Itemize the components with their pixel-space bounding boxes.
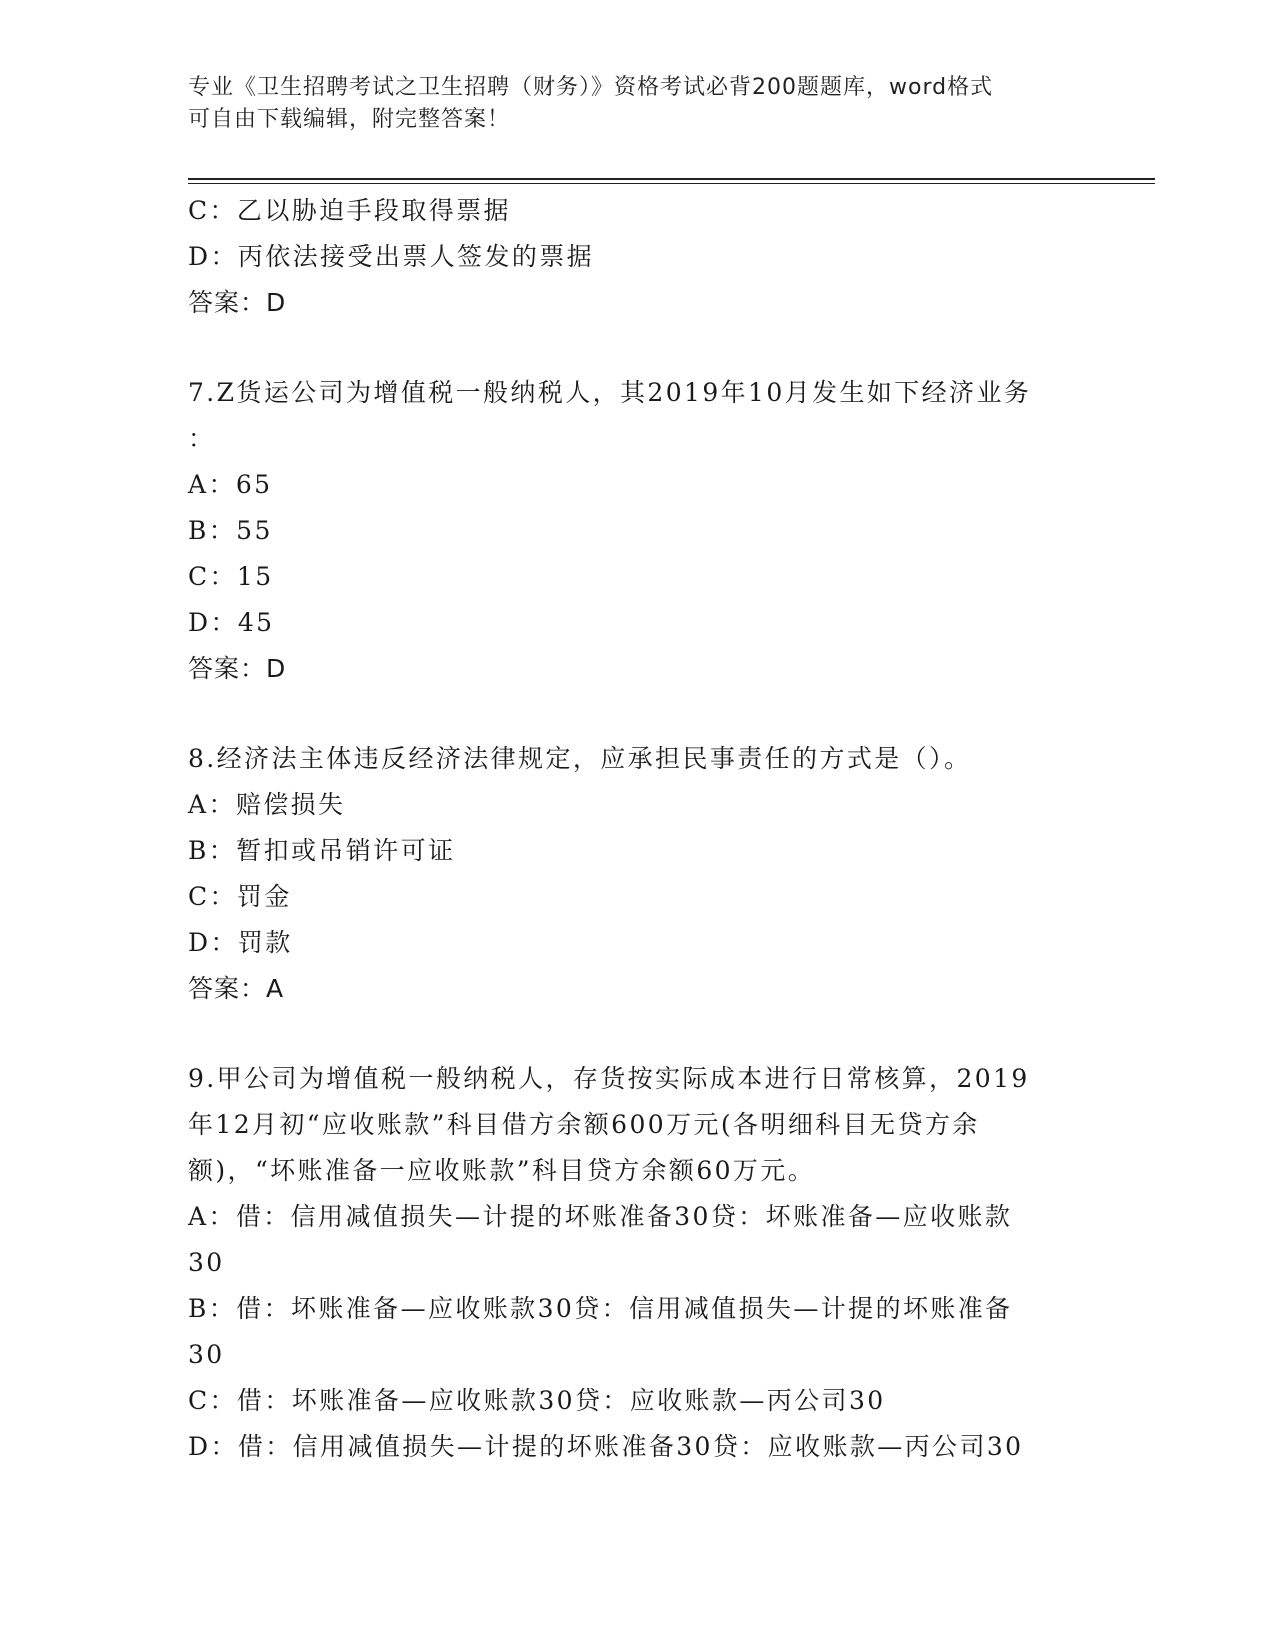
option-a: A：借：信用减值损失—计提的坏账准备30贷：坏账准备—应收账款 xyxy=(188,1202,1013,1231)
spacer xyxy=(188,1012,1088,1056)
option-c: C：罚金 xyxy=(188,882,292,911)
answer-line: 答案：A xyxy=(188,974,285,1003)
option-b-continued: 30 xyxy=(188,1340,225,1369)
header-divider-thick xyxy=(188,178,1155,180)
option-a: A：65 xyxy=(188,470,273,499)
question-stem: 7.Z货运公司为增值税一般纳税人，其2019年10月发生如下经济业务 xyxy=(188,378,1032,407)
header-line-1: 专业《卫生招聘考试之卫生招聘（财务）》资格考试必背200题题库，word格式 xyxy=(188,75,994,100)
answer-line: 答案：D xyxy=(188,288,287,317)
header-line-2: 可自由下载编辑，附完整答案！ xyxy=(188,107,511,132)
document-header xyxy=(188,72,1088,136)
option-b: B：暂扣或吊销许可证 xyxy=(188,836,456,865)
question-stem: 8.经济法主体违反经济法律规定，应承担民事责任的方式是（）。 xyxy=(188,744,972,773)
option-a: A：赔偿损失 xyxy=(188,790,346,819)
option-a-continued: 30 xyxy=(188,1248,225,1277)
header-divider-thin xyxy=(188,183,1155,184)
spacer xyxy=(188,692,1088,736)
answer-line: 答案：D xyxy=(188,654,287,683)
previous-question-block xyxy=(188,188,1088,326)
option-c: C：15 xyxy=(188,562,274,591)
option-c: C：乙以胁迫手段取得票据 xyxy=(188,196,511,225)
option-d: D：丙依法接受出票人签发的票据 xyxy=(188,242,595,271)
question-stem-continued: 年12月初“应收账款”科目借方余额600万元(各明细科目无贷方余 xyxy=(188,1110,980,1139)
question-stem: 9.甲公司为增值税一般纳税人，存货按实际成本进行日常核算，2019 xyxy=(188,1064,1030,1093)
option-b: B：55 xyxy=(188,516,273,545)
option-d: D：45 xyxy=(188,608,275,637)
question-7 xyxy=(188,370,1088,692)
option-c: C：借：坏账准备—应收账款30贷：应收账款—丙公司30 xyxy=(188,1386,886,1415)
option-d: D：罚款 xyxy=(188,928,293,957)
question-9 xyxy=(188,1056,1088,1470)
spacer xyxy=(188,326,1088,370)
option-d: D：借：信用减值损失—计提的坏账准备30贷：应收账款—丙公司30 xyxy=(188,1432,1024,1461)
question-stem-continued: 额)，“坏账准备一应收账款”科目贷方余额60万元。 xyxy=(188,1156,816,1185)
question-stem-continued: ： xyxy=(188,424,216,453)
option-b: B：借：坏账准备—应收账款30贷：信用减值损失—计提的坏账准备 xyxy=(188,1294,1013,1323)
question-content xyxy=(188,188,1088,1470)
question-8 xyxy=(188,736,1088,1012)
